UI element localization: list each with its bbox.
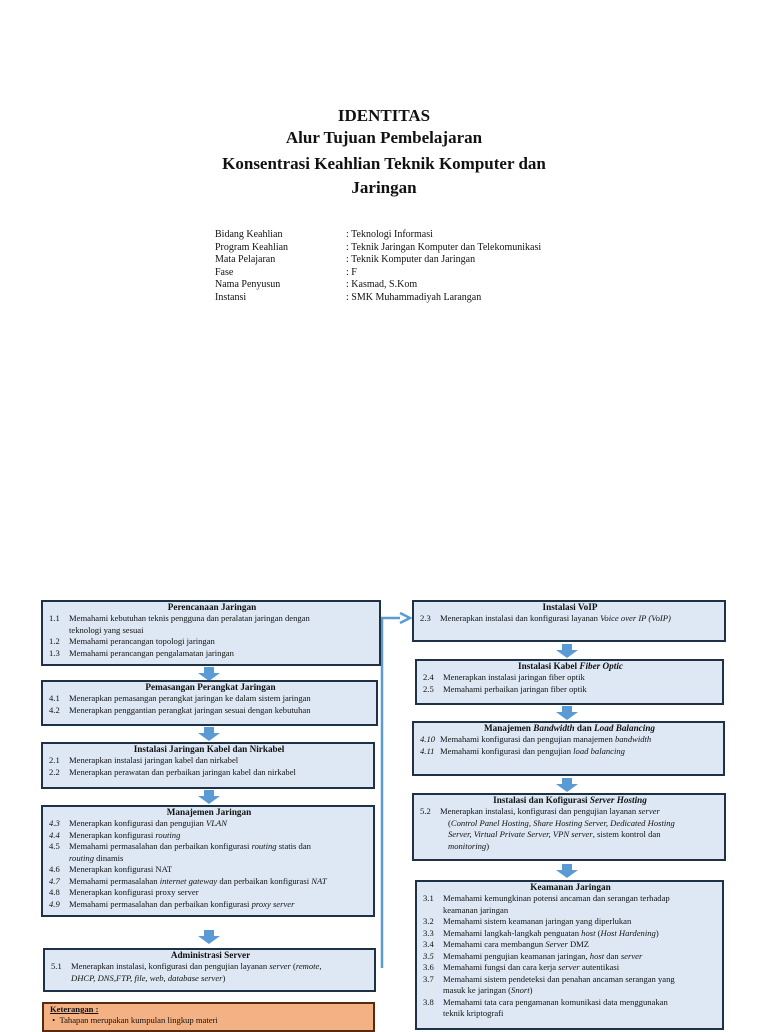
list-item: 2.4 Menerapkan instalasi jaringan fiber optik — [423, 672, 585, 682]
list-item: 3.2 Memahami sistem keamanan jaringan yang diperlukan — [423, 916, 632, 926]
list-item: monitoring) — [448, 840, 490, 851]
list-item: 4.10 Memahami konfigurasi dan pengujian manajemen bandwidth — [420, 734, 652, 744]
list-item: (Control Panel Hosting, Share Hosting Server, Dedicated Hosting — [448, 817, 675, 828]
identity-table — [215, 229, 541, 305]
list-item: 3.4 Memahami cara membangun Server DMZ — [423, 939, 590, 949]
list-item: 4.11 Memahami konfigurasi dan pengujian load balancing — [420, 745, 625, 756]
box-title: Administrasi Server — [170, 950, 251, 960]
down-arrow-icon — [198, 930, 220, 944]
box-administrasi-server — [43, 948, 376, 992]
box-instalasi-kabel-nirkabel — [41, 742, 375, 789]
flow-connector — [380, 612, 416, 972]
list-item: 4.1 Menerapkan pemasangan perangkat jaringan ke dalam sistem jaringan — [49, 693, 311, 703]
list-item: 4.6 Menerapkan konfigurasi NAT — [49, 864, 173, 874]
list-item: routing dinamis — [69, 852, 124, 863]
list-item: 4.4 Menerapkan konfigurasi routing — [49, 829, 181, 840]
box-title: Instalasi VoIP — [542, 602, 598, 612]
box-perencanaan-jaringan — [41, 600, 381, 666]
identity-row: Instansi : SMK Muhammadiyah Larangan — [215, 291, 482, 303]
list-item: 4.7 Memahami permasalahan internet gateway dan perbaikan konfigurasi NAT — [49, 875, 327, 886]
box-title: Manajemen Jaringan — [166, 807, 252, 817]
down-arrow-icon — [556, 864, 578, 878]
box-title: Manajemen Bandwidth dan Load Balancing — [483, 723, 656, 733]
list-item: 3.5 Memahami pengujian keamanan jaringan, host dan server — [423, 950, 643, 961]
list-item: 2.1 Menerapkan instalasi jaringan kabel dan nirkabel — [49, 755, 239, 765]
list-item: 5.1 Menerapkan instalasi, konfigurasi dan pengujian layanan server (remote, — [51, 961, 322, 971]
list-item: keamanan jaringan — [443, 904, 509, 915]
list-item: 4.9 Memahami permasalahan dan perbaikan konfigurasi proxy server — [49, 898, 295, 909]
identity-row: Mata Pelajaran : Teknik Komputer dan Jaringan — [215, 254, 476, 266]
list-item: 4.5 Memahami permasalahan dan perbaikan konfigurasi routing statis dan — [49, 841, 311, 851]
list-item: 1.1 Memahami kebutuhan teknis pengguna dan peralatan jaringan dengan — [49, 613, 310, 623]
box-instalasi-fiber-optic — [415, 659, 724, 705]
list-item: 3.3 Memahami langkah-langkah penguatan host (Host Hardening) — [423, 927, 659, 938]
list-item: 1.3 Memahami perancangan pengalamatan jaringan — [49, 647, 234, 658]
doc-subtitle: Alur Tujuan Pembelajaran — [285, 128, 483, 147]
box-manajemen-jaringan — [41, 805, 375, 917]
doc-subtitle-3: Jaringan — [351, 178, 417, 197]
box-server-hosting — [412, 793, 726, 861]
down-arrow-icon — [556, 778, 578, 792]
list-item: 2.3 Menerapkan instalasi dan konfigurasi layanan Voice over IP (VoIP) — [420, 613, 671, 623]
identity-row: Fase : F — [215, 266, 357, 278]
doc-subtitle-2: Konsentrasi Keahlian Teknik Komputer dan — [222, 154, 546, 173]
box-title: Keamanan Jaringan — [530, 882, 611, 892]
keterangan-note — [42, 1002, 375, 1032]
list-item: 3.7 Memahami sistem pendeteksi dan penahan ancaman serangan yang — [423, 973, 675, 984]
box-title: Pemasangan Perangkat Jaringan — [145, 682, 276, 692]
box-title: Instalasi Kabel Fiber Optic — [518, 661, 623, 671]
down-arrow-icon — [198, 790, 220, 804]
list-item: 1.2 Memahami perancangan topologi jaringan — [49, 636, 215, 646]
down-arrow-icon — [198, 667, 220, 681]
identity-row: Nama Penyusun : Kasmad, S.Kom — [215, 279, 418, 291]
list-item: 3.6 Memahami fungsi dan cara kerja server autentikasi — [423, 962, 620, 972]
down-arrow-icon — [198, 727, 220, 741]
box-keamanan-jaringan — [415, 880, 724, 1030]
box-title: Perencanaan Jaringan — [167, 602, 257, 612]
box-pemasangan-perangkat — [41, 680, 378, 726]
down-arrow-icon — [556, 644, 578, 658]
identity-row: Program Keahlian : Teknik Jaringan Komputer dan Telekomunikasi — [215, 241, 542, 253]
box-manajemen-bandwidth — [412, 721, 725, 776]
list-item: Server, Virtual Private Server, VPN server, sistem kontrol dan — [448, 829, 661, 839]
list-item: teknik kriptografi — [443, 1008, 504, 1018]
identity-row: Bidang Keahlian : Teknologi Informasi — [215, 229, 433, 240]
list-item: 3.8 Memahami tata cara pengamanan komunikasi data menggunakan — [423, 996, 668, 1007]
list-item: 3.1 Memahami kemungkinan potensi ancaman dan serangan terhadap — [423, 893, 670, 903]
list-item: 4.2 Menerapkan penggantian perangkat jaringan sesuai dengan kebutuhan — [49, 704, 311, 715]
box-title: Instalasi dan Kofigurasi Server Hosting — [493, 795, 647, 805]
list-item: 4.3 Menerapkan konfigurasi dan pengujian VLAN — [49, 818, 227, 828]
list-item: 2.5 Memahami perbaikan jaringan fiber optik — [423, 683, 587, 694]
list-item: 2.2 Menerapkan perawatan dan perbaikan jaringan kabel dan nirkabel — [49, 766, 296, 777]
box-title: Instalasi Jaringan Kabel dan Nirkabel — [133, 744, 285, 754]
list-item: teknologi yang sesuai — [69, 624, 144, 635]
down-arrow-icon — [556, 706, 578, 720]
list-item: DHCP, DNS,FTP, file, web, database server) — [71, 972, 226, 983]
box-instalasi-voip — [412, 600, 726, 642]
list-item: 4.8 Menerapkan konfigurasi proxy server — [49, 887, 199, 897]
list-item: masuk ke jaringan (Snort) — [443, 985, 533, 995]
doc-title: IDENTITAS — [337, 106, 431, 125]
list-item: 5.2 Menerapkan instalasi, konfigurasi dan pengujian layanan server — [420, 806, 660, 816]
note-bullet: • Tahapan merupakan kumpulan lingkup materi — [50, 1015, 218, 1025]
note-title: Keterangan : — [50, 1004, 99, 1014]
